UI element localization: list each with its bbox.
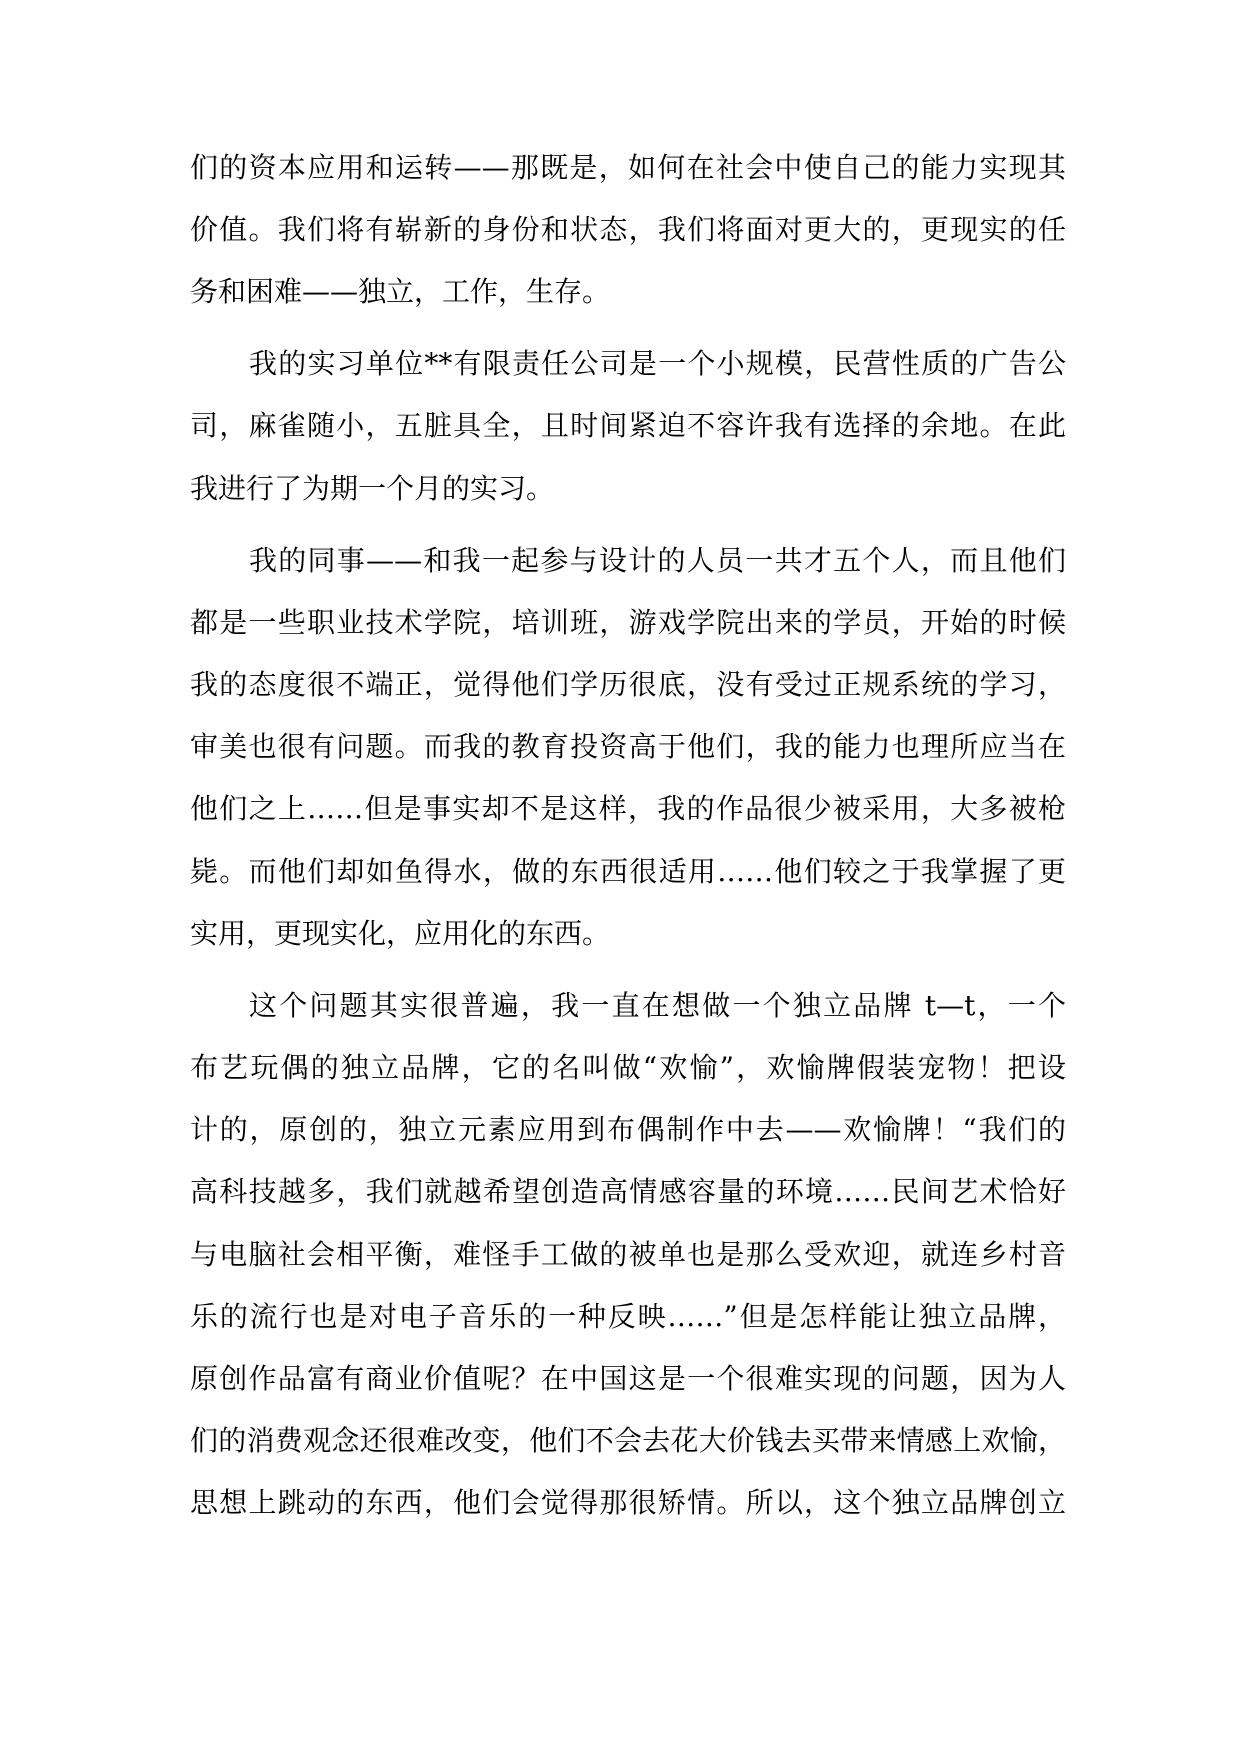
text-line: 思想上跳动的东西，他们会觉得那很矫情。所以，这个独立品牌创立 bbox=[190, 1486, 1066, 1519]
text-line: 司，麻雀随小，五脏具全，且时间紧迫不容许我有选择的余地。在此 bbox=[190, 409, 1066, 442]
text-line: 与电脑社会相平衡，难怪手工做的被单也是那么受欢迎，就连乡村音 bbox=[190, 1238, 1066, 1271]
text-line: 毙。而他们却如鱼得水，做的东西很适用……他们较之于我掌握了更 bbox=[190, 855, 1066, 888]
text-line: 都是一些职业技术学院，培训班，游戏学院出来的学员，开始的时候 bbox=[190, 606, 1066, 639]
text-line: 这个问题其实很普遍，我一直在想做一个独立品牌 t—t，一个 bbox=[249, 989, 1066, 1022]
text-line: 高科技越多，我们就越希望创造高情感容量的环境……民间艺术恰好 bbox=[190, 1175, 1066, 1208]
text-line: 计的，原创的，独立元素应用到布偶制作中去——欢愉牌！“我们的 bbox=[190, 1113, 1066, 1146]
text-line: 他们之上……但是事实却不是这样，我的作品很少被采用，大多被枪 bbox=[190, 792, 1066, 825]
text-line: 审美也很有问题。而我的教育投资高于他们，我的能力也理所应当在 bbox=[190, 730, 1066, 763]
text-line: 原创作品富有商业价值呢？在中国这是一个很难实现的问题，因为人 bbox=[190, 1362, 1066, 1395]
text-line: 布艺玩偶的独立品牌，它的名叫做“欢愉”，欢愉牌假装宠物！把设 bbox=[190, 1051, 1066, 1084]
text-line: 们的资本应用和运转——那既是，如何在社会中使自己的能力实现其 bbox=[190, 151, 1066, 184]
text-line: 务和困难——独立，工作，生存。 bbox=[190, 275, 611, 308]
text-line: 实用，更现实化，应用化的东西。 bbox=[190, 917, 611, 950]
text-line: 我的同事——和我一起参与设计的人员一共才五个人，而且他们 bbox=[249, 544, 1066, 577]
text-line: 我的态度很不端正，觉得他们学历很底，没有受过正规系统的学习， bbox=[190, 668, 1066, 701]
text-line: 乐的流行也是对电子音乐的一种反映……”但是怎样能让独立品牌， bbox=[190, 1300, 1066, 1333]
text-line: 们的消费观念还很难改变，他们不会去花大价钱去买带来情感上欢愉， bbox=[190, 1424, 1066, 1457]
text-line: 我进行了为期一个月的实习。 bbox=[190, 472, 555, 505]
text-line: 价值。我们将有崭新的身份和状态，我们将面对更大的，更现实的任 bbox=[190, 213, 1066, 246]
text-line: 我的实习单位**有限责任公司是一个小规模，民营性质的广告公 bbox=[249, 347, 1066, 380]
